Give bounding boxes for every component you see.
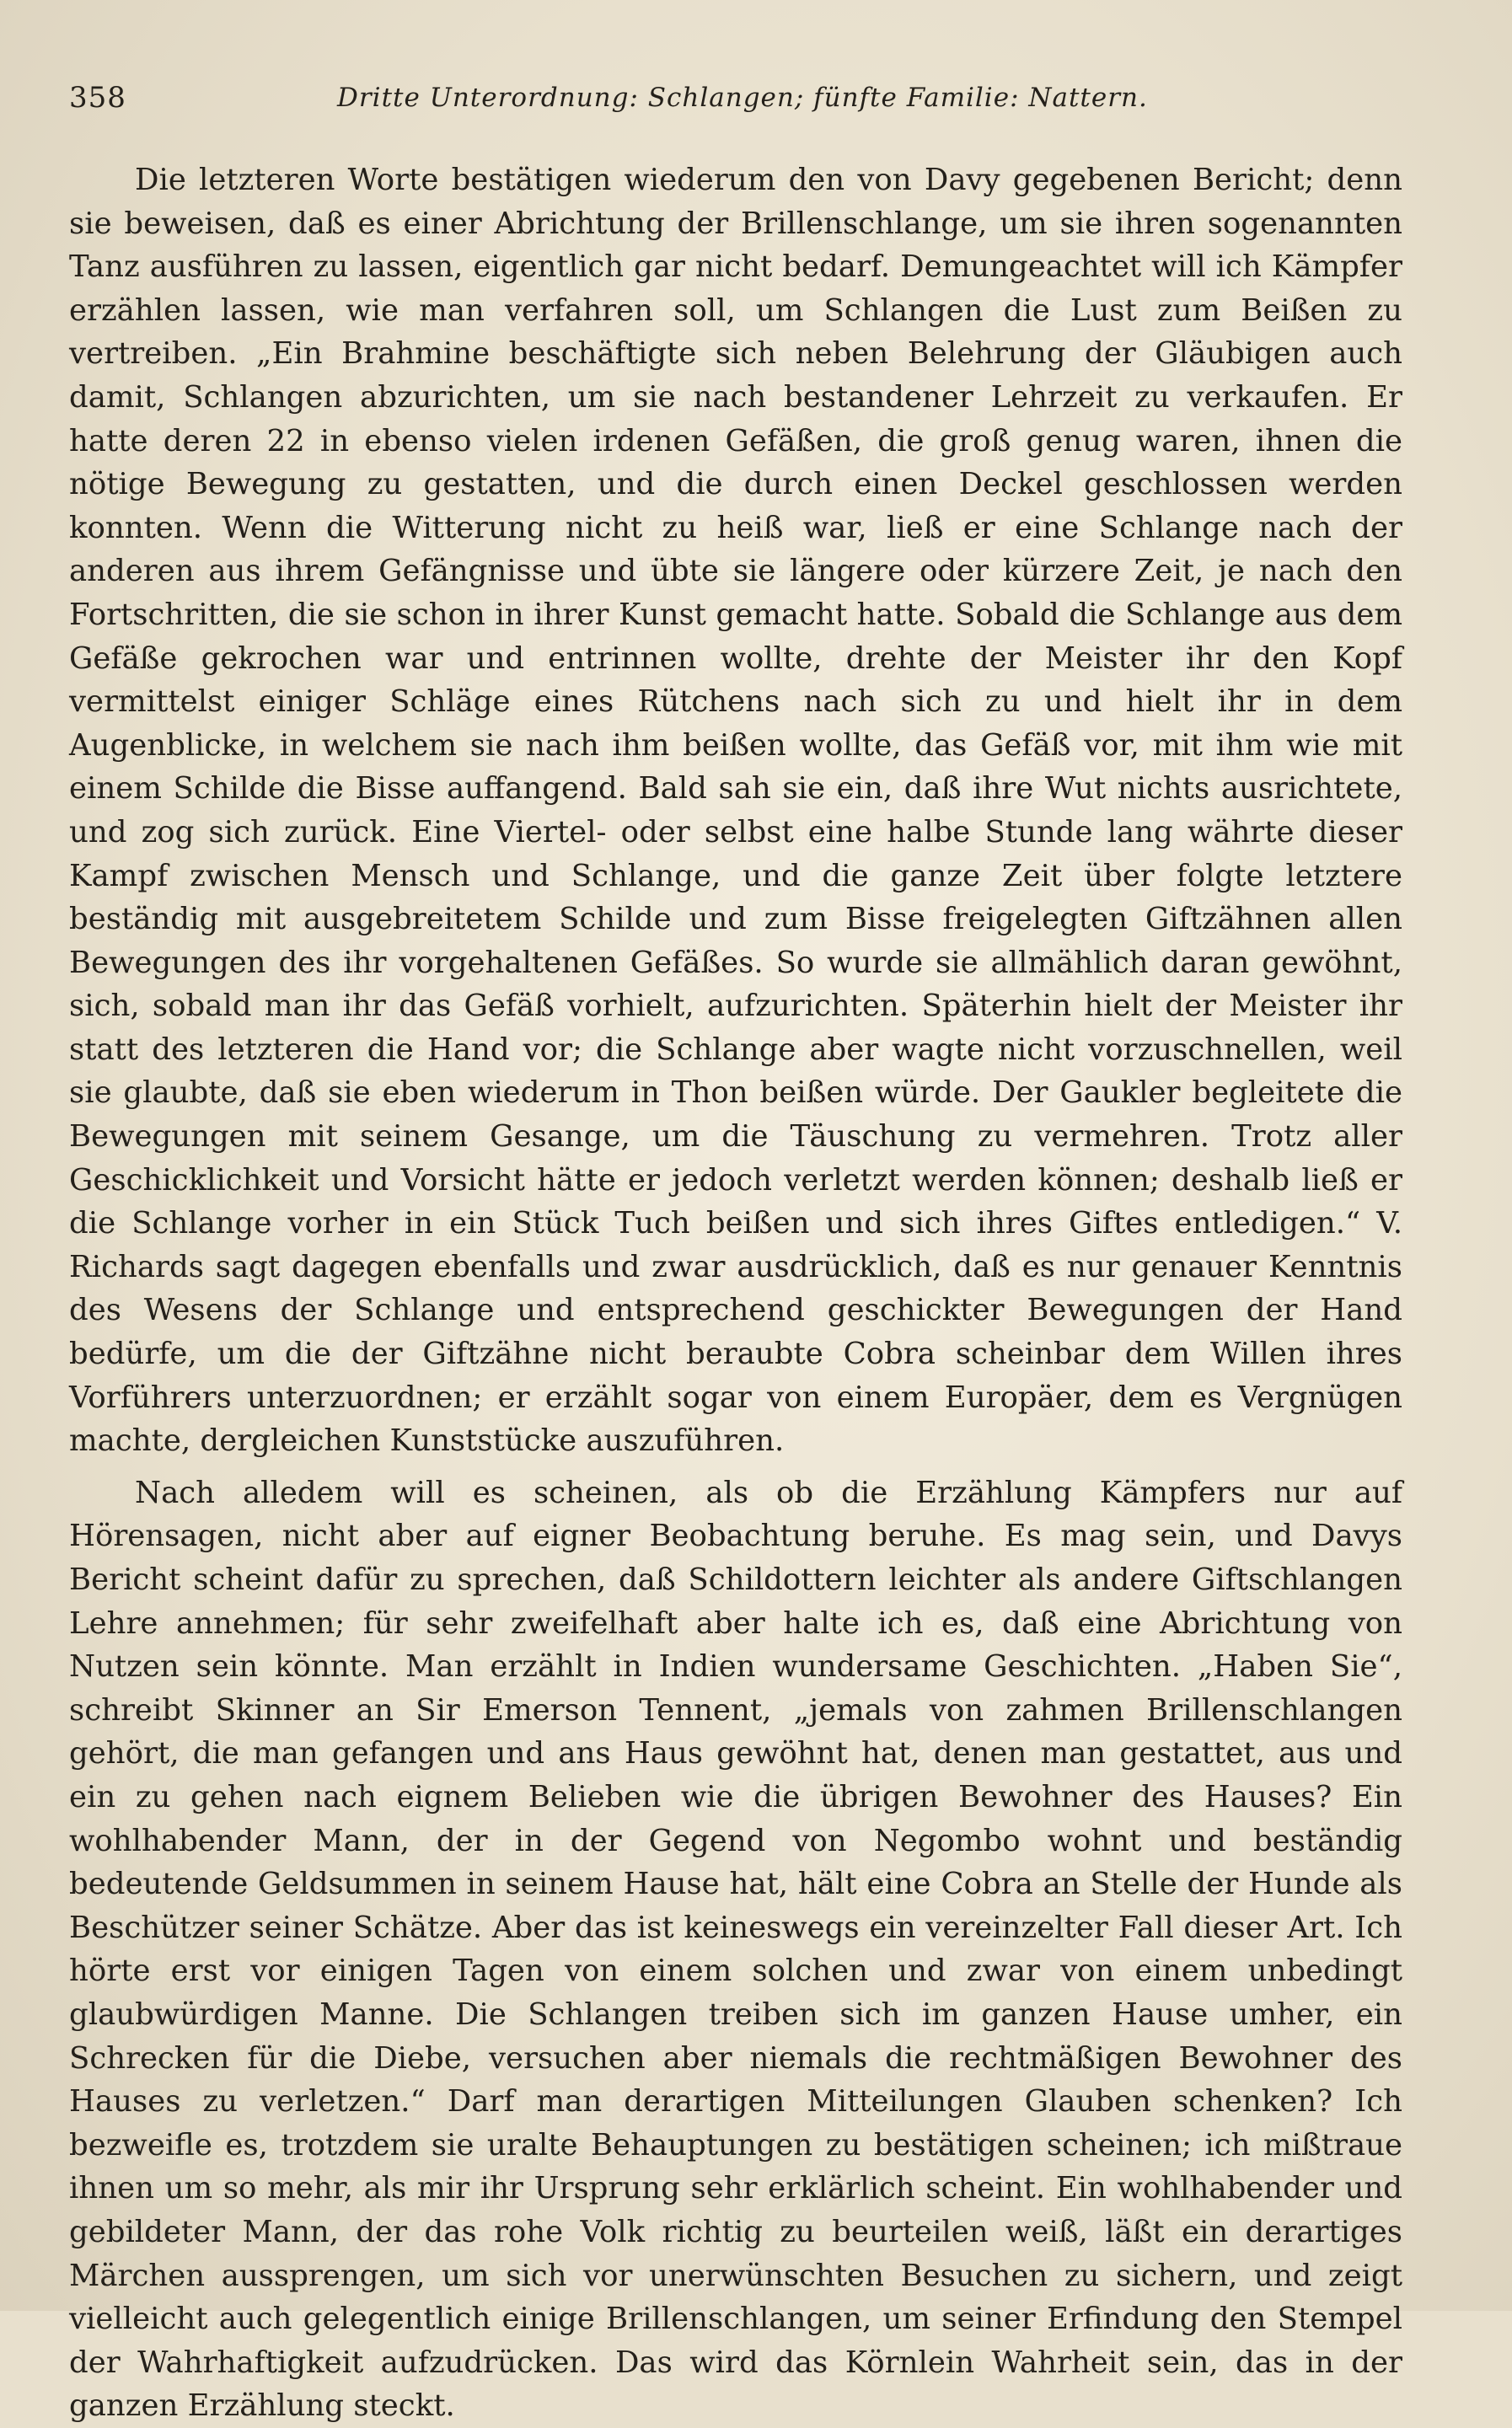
paragraph: Die letzteren Worte bestätigen wiederum den von Davy gegebenen Bericht; denn sie beweisen, daß es einer Abrichtung der Brillenschlange, um sie ihren sogenannten Tanz ausführen zu lassen, eigentlich gar nicht bedarf. Demungeachtet will ich Kämpfer erzählen lassen, wie man verfahren soll, um Schlangen die Lust zum Beißen zu vertreiben. „Ein Brahmine beschäftigte sich neben Belehrung der Gläubigen auch damit, Schlangen abzurichten, um sie nach bestandener Lehrzeit zu verkaufen. Er hatte deren 22 in ebenso vielen irdenen Gefäßen, die groß genug waren, ihnen die nötige Bewegung zu gestatten, und die durch einen Deckel geschlossen werden konnten. Wenn die Witterung nicht zu heiß war, ließ er eine Schlange nach der anderen aus ihrem Gefängnisse und übte sie längere oder kürzere Zeit, je nach den Fortschritten, die sie schon in ihrer Kunst gemacht hatte. Sobald die Schlange aus dem Gefäße gekrochen war und entrinnen wollte, drehte der Meister ihr den Kopf vermittelst einiger Schläge eines Rütchens nach sich zu und hielt ihr in dem Augenblicke, in welchem sie nach ihm beißen wollte, das Gefäß vor, mit ihm wie mit einem Schilde die Bisse auffangend. Bald sah sie ein, daß ihre Wut nichts ausrichtete, und zog sich zurück. Eine Viertel- oder selbst eine halbe Stunde lang währte dieser Kampf zwischen Mensch und Schlange, und die ganze Zeit über folgte letztere beständig mit ausgebreitetem Schilde und zum Bisse freigelegten Giftzähnen allen Bewegungen des ihr vorgehaltenen Gefäßes. So wurde sie allmählich daran gewöhnt, sich, sobald man ihr das Gefäß vorhielt, aufzurichten. Späterhin hielt der Meister ihr statt des letzteren die Hand vor; die Schlange aber wagte nicht vorzuschnellen, weil sie glaubte, daß sie eben wiederum in Thon beißen würde. Der Gaukler begleitete die Bewegungen mit seinem Gesange, um die Täuschung zu vermehren. Trotz aller Geschicklichkeit und Vorsicht hätte er jedoch verletzt werden können; deshalb ließ er die Schlange vorher in ein Stück Tuch beißen und sich ihres Giftes entledigen.“ V. Richards sagt dagegen ebenfalls und zwar ausdrücklich, daß es nur genauer Kenntnis des Wesens der Schlange und entsprechend geschickter Bewegungen der Hand bedürfe, um die der Giftzähne nicht beraubte Cobra scheinbar dem Willen ihres Vorführers unterzuordnen; er erzählt sogar von einem Europäer, dem es Vergnügen machte, dergleichen Kunststücke auszuführen.: [69, 163, 1402, 1459]
paragraph: Nach alledem will es scheinen, als ob die Erzählung Kämpfers nur auf Hörensagen, nicht aber auf eigner Beobachtung beruhe. Es mag sein, und Davys Bericht scheint dafür zu sprechen, daß Schildottern leichter als andere Giftschlangen Lehre annehmen; für sehr zweifelhaft aber halte ich es, daß eine Abrichtung von Nutzen sein könnte. Man erzählt in Indien wundersame Geschichten. „Haben Sie“, schreibt Skinner an Sir Emerson Tennent, „jemals von zahmen Brillenschlangen gehört, die man gefangen und ans Haus gewöhnt hat, denen man gestattet, aus und ein zu gehen nach eignem Belieben wie die übrigen Bewohner des Hauses? Ein wohlhabender Mann, der in der Gegend von Negombo wohnt und beständig bedeutende Geldsummen in seinem Hause hat, hält eine Cobra an Stelle der Hunde als Beschützer seiner Schätze. Aber das ist keineswegs ein vereinzelter Fall dieser Art. Ich hörte erst vor einigen Tagen von einem solchen und zwar von einem unbedingt glaubwürdigen Manne. Die Schlangen treiben sich im ganzen Hause umher, ein Schrecken für die Diebe, versuchen aber niemals die rechtmäßigen Bewohner des Hauses zu verletzen.“ Darf man derartigen Mitteilungen Glauben schenken? Ich bezweifle es, trotzdem sie uralte Behauptungen zu bestätigen scheinen; ich mißtraue ihnen um so mehr, als mir ihr Ursprung sehr erklärlich scheint. Ein wohlhabender und gebildeter Mann, der das rohe Volk richtig zu beurteilen weiß, läßt ein derartiges Märchen aussprengen, um sich vor unerwünschten Besuchen zu sichern, und zeigt vielleicht auch gelegentlich einige Brillenschlangen, um seiner Erfindung den Stempel der Wahrhaftigkeit aufzudrücken. Das wird das Körnlein Wahrheit sein, das in der ganzen Erzählung steckt.: [69, 1475, 1402, 2424]
running-head: Dritte Unterordnung: Schlangen; fünfte Familie: Nattern.: [337, 83, 1148, 113]
page-header: [69, 81, 1418, 128]
page-number: 358: [69, 81, 126, 115]
body-text: [69, 158, 1402, 2428]
